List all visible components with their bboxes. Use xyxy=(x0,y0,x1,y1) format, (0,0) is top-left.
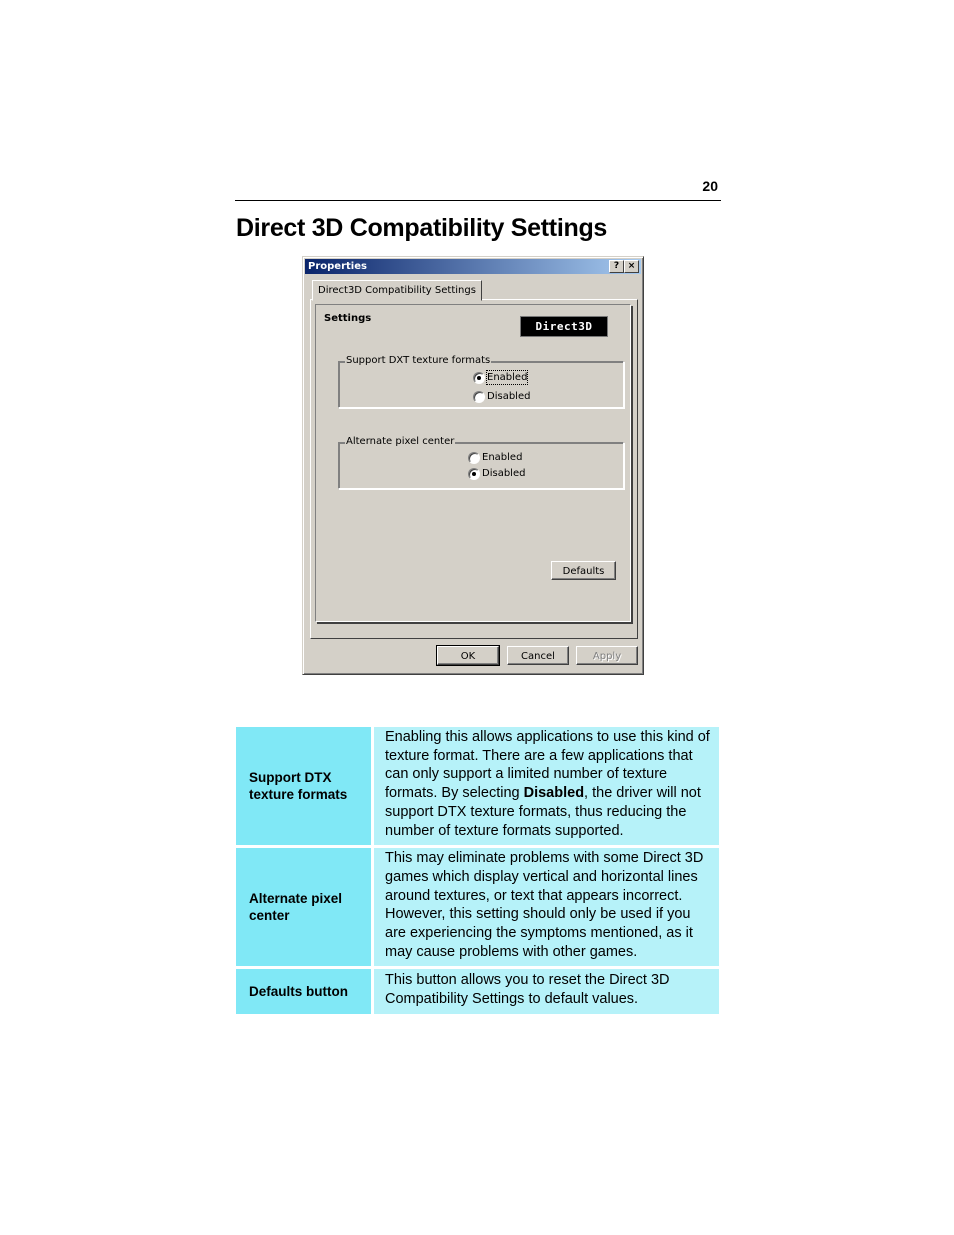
apply-button[interactable]: Apply xyxy=(576,646,638,665)
dxt-enabled-label: Enabled xyxy=(487,372,528,383)
direct3d-logo: Direct3D xyxy=(520,316,608,337)
properties-dialog xyxy=(302,256,644,675)
description-bold: Disabled xyxy=(523,785,585,802)
pixel-disabled-label: Disabled xyxy=(482,468,526,479)
close-icon[interactable]: × xyxy=(624,260,639,273)
description-cell xyxy=(374,848,719,969)
settings-panel xyxy=(315,304,631,622)
tab-direct3d-compatibility[interactable]: Direct3D Compatibility Settings xyxy=(312,280,482,301)
page-number: 20 xyxy=(702,178,718,194)
dxt-disabled-label: Disabled xyxy=(487,391,531,402)
description-text: , the driver will not support DTX texture formats, thus reducing the number of texture formats supported. xyxy=(385,785,701,839)
dxt-texture-group xyxy=(338,355,624,408)
pixel-enabled-label: Enabled xyxy=(482,452,523,463)
header-rule xyxy=(235,200,721,201)
dialog-titlebar[interactable] xyxy=(305,259,641,274)
description-text: This may eliminate problems with some Direct 3D games which display vertical and horizontal lines around textures, or text that appears incorrect. However, this setting should only be used if you are experiencing the symptoms mentioned, as it may cause problems with other games. xyxy=(385,850,704,960)
settings-label: Settings xyxy=(324,313,372,324)
description-text: This button allows you to reset the Direct 3D Compatibility Settings to default values. xyxy=(385,972,670,1007)
description-cell xyxy=(374,727,719,848)
table-row xyxy=(236,727,719,848)
help-icon[interactable]: ? xyxy=(609,260,624,273)
radio-icon xyxy=(468,452,480,464)
pixel-center-group xyxy=(338,436,624,489)
term-cell: Alternate pixel center xyxy=(236,848,374,969)
description-cell xyxy=(374,969,719,1014)
settings-description-table xyxy=(236,727,719,1014)
tab-panel xyxy=(310,299,638,639)
term-cell: Support DTX texture formats xyxy=(236,727,374,848)
ok-button[interactable]: OK xyxy=(437,646,499,665)
radio-icon xyxy=(473,391,485,403)
radio-icon xyxy=(473,372,485,384)
radio-icon xyxy=(468,468,480,480)
defaults-button[interactable]: Defaults xyxy=(551,561,616,580)
dxt-texture-legend: Support DXT texture formats xyxy=(346,355,491,366)
table-row xyxy=(236,848,719,969)
term-cell: Defaults button xyxy=(236,969,374,1014)
dialog-title: Properties xyxy=(308,261,367,272)
table-row xyxy=(236,969,719,1014)
pixel-center-legend: Alternate pixel center xyxy=(346,436,455,447)
description-text: Enabling this allows applications to use this kind of texture format. There are a few applications that can only support a limited number of texture formats. By selecting xyxy=(385,729,710,802)
page-title: Direct 3D Compatibility Settings xyxy=(236,214,608,242)
cancel-button[interactable]: Cancel xyxy=(507,646,569,665)
